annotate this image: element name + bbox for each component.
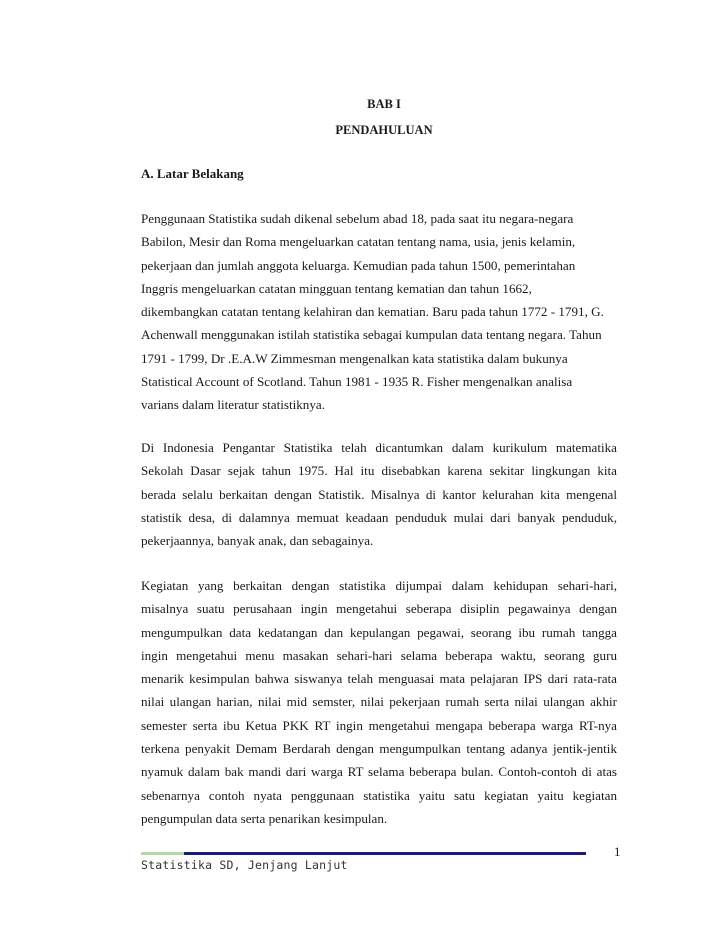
paragraph-line: Achenwall menggunakan istilah statistika sebagai kumpulan data tentang negara. Tahun bbox=[141, 327, 602, 343]
chapter-title: PENDAHULUAN bbox=[335, 123, 433, 137]
paragraph-line: terkena penyakit Demam Berdarah dengan mengumpulkan tentang adanya jentik-jentik bbox=[141, 741, 617, 757]
paragraph-line: Sekolah Dasar sejak tahun 1975. Hal itu disebabkan karena sekitar lingkungan kita bbox=[141, 463, 617, 479]
paragraph-line: pengumpulan data serta penarikan kesimpulan. bbox=[141, 810, 388, 826]
paragraph-line: 1791 - 1799, Dr .E.A.W Zimmesman mengenalkan kata statistika dalam bukunya bbox=[141, 350, 568, 366]
paragraph-line: mengumpulkan data kedatangan dan kepulangan pegawai, seorang ibu rumah tangga bbox=[141, 624, 617, 640]
paragraph-indonesia bbox=[141, 436, 617, 552]
paragraph-line: misalnya suatu perusahaan ingin mengetahui seberapa disiplin pegawainya dengan bbox=[141, 601, 617, 617]
paragraph-line: menarik kesimpulan bahwa siswanya telah menguasai mata pelajaran IPS dari rata-rata bbox=[141, 671, 617, 687]
paragraph-line: Penggunaan Statistika sudah dikenal sebelum abad 18, pada saat itu negara-negara bbox=[141, 211, 574, 226]
paragraph-history bbox=[141, 207, 617, 417]
paragraph-line: pekerjaan dan jumlah anggota keluarga. Kemudian pada tahun 1500, pemerintahan bbox=[141, 257, 576, 273]
paragraph-line: nilai ulangan harian, nilai mid semster, nilai pekerjaan rumah serta nilai ulangan akhir bbox=[141, 694, 617, 710]
footer-rule-accent bbox=[141, 852, 184, 855]
paragraph-line: Statistical Account of Scotland. Tahun 1981 - 1935 R. Fisher mengenalkan analisa bbox=[141, 374, 573, 390]
paragraph-line: Kegiatan yang berkaitan dengan statistika dijumpai dalam kehidupan sehari-hari, bbox=[141, 578, 617, 593]
paragraph-line: sebenarnya contoh nyata penggunaan statistika yaitu satu kegiatan yaitu kegiatan bbox=[141, 787, 617, 803]
paragraph-line: semester serta ibu Ketua PKK RT ingin mengetahui mengapa beberapa warga RT-nya bbox=[141, 717, 617, 733]
page-number: 1 bbox=[614, 844, 621, 859]
paragraph-line: dikembangkan catatan tentang kelahiran dan kematian. Baru pada tahun 1772 - 1791, G. bbox=[141, 304, 604, 320]
paragraph-line: varians dalam literatur statistiknya. bbox=[141, 397, 325, 413]
paragraph-daily-activities bbox=[141, 574, 617, 830]
paragraph-line: nyamuk dalam bak mandi dari warga RT selama beberapa bulan. Contoh-contoh di atas bbox=[141, 764, 617, 780]
paragraph-line: pekerjaannya, banyak anak, dan sebagainya. bbox=[141, 533, 374, 549]
paragraph-line: Di Indonesia Pengantar Statistika telah dicantumkan dalam kurikulum matematika bbox=[141, 440, 617, 455]
footer-rule bbox=[184, 852, 586, 855]
paragraph-line: ingin mengetahui menu masakan sehari-hari selama beberapa waktu, seorang guru bbox=[141, 647, 617, 663]
chapter-number: BAB I bbox=[367, 97, 401, 111]
paragraph-line: Babilon, Mesir dan Roma mengeluarkan catatan tentang nama, usia, jenis kelamin, bbox=[141, 234, 576, 250]
paragraph-line: statistik desa, di dalamnya memuat keadaan penduduk mulai dari banyak penduduk, bbox=[141, 509, 617, 525]
paragraph-line: Inggris mengeluarkan catatan mingguan tentang kematian dan tahun 1662, bbox=[141, 280, 532, 296]
footer-text: Statistika SD, Jenjang Lanjut bbox=[141, 858, 348, 872]
section-heading: A. Latar Belakang bbox=[141, 166, 244, 181]
paragraph-line: berada selalu berkaitan dengan Statistik. Misalnya di kantor kelurahan kita mengenal bbox=[141, 486, 617, 502]
